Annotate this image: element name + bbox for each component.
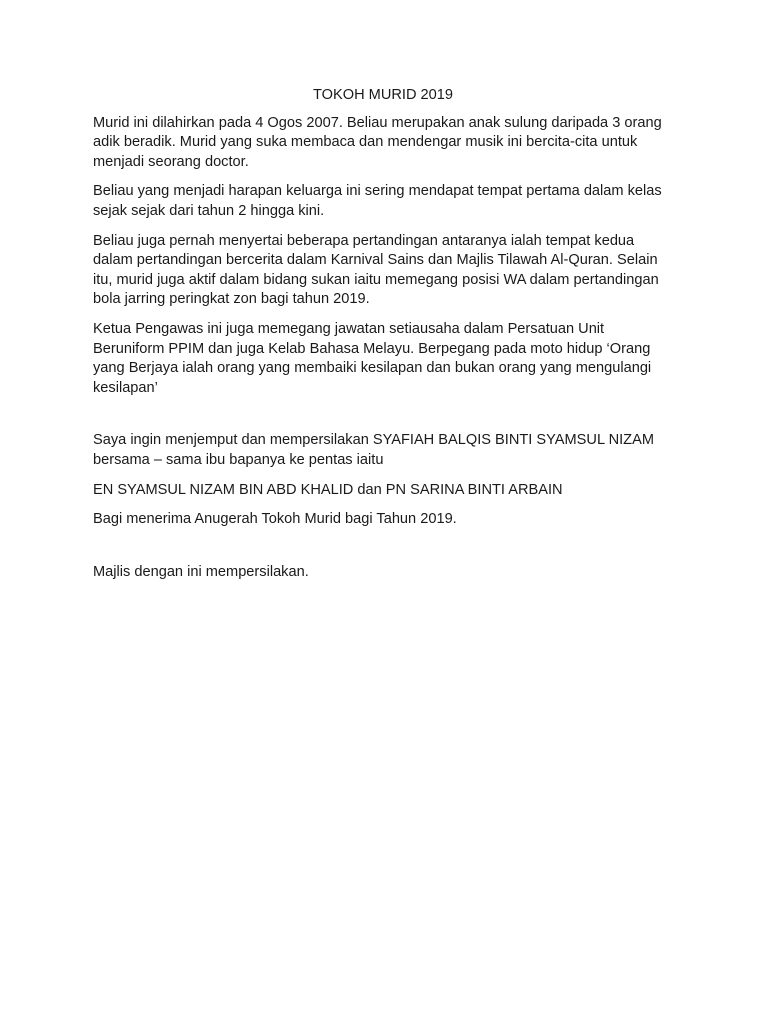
paragraph-award: Bagi menerima Anugerah Tokoh Murid bagi Tahun 2019. [93,511,457,528]
document-title: TOKOH MURID 2019 [312,87,454,103]
paragraph-closing: Majlis dengan ini mempersilakan. [93,563,309,580]
paragraph-academic: Beliau yang menjadi harapan keluarga ini sering mendapat tempat pertama dalam kelas sejak sejak dari tahun 2 hingga kini. [93,183,662,219]
paragraph-leadership: Ketua Pengawas ini juga memegang jawatan setiausaha dalam Persatuan Unit Beruniform PPIM dan juga Kelab Bahasa Melayu. Berpegang pada moto hidup ‘Orang yang Berjaya ialah orang yang membaiki kesilapan dan bukan orang yang mengulangi kesilapan’ [93,320,652,396]
paragraph-parents: EN SYAMSUL NIZAM BIN ABD KHALID dan PN SARINA BINTI ARBAIN [93,481,563,498]
paragraph-competitions: Beliau juga pernah menyertai beberapa pertandingan antaranya ialah tempat kedua dalam pertandingan bercerita dalam Karnival Sains dan Majlis Tilawah Al-Quran. Selain itu, murid juga aktif dalam bidang sukan iaitu memegang posisi WA dalam pertandingan bola jarring peringkat zon bagi tahun 2019. [93,232,659,308]
document-body [93,86,673,592]
paragraph-invitation: Saya ingin menjemput dan mempersilakan SYAFIAH BALQIS BINTI SYAMSUL NIZAM bersama – sama ibu bapanya ke pentas iaitu [93,432,654,468]
paragraph-birth: Murid ini dilahirkan pada 4 Ogos 2007. Beliau merupakan anak sulung daripada 3 orang adik beradik. Murid yang suka membaca dan mendengar musik ini bercita-cita untuk menjadi seorang doctor. [93,114,662,170]
